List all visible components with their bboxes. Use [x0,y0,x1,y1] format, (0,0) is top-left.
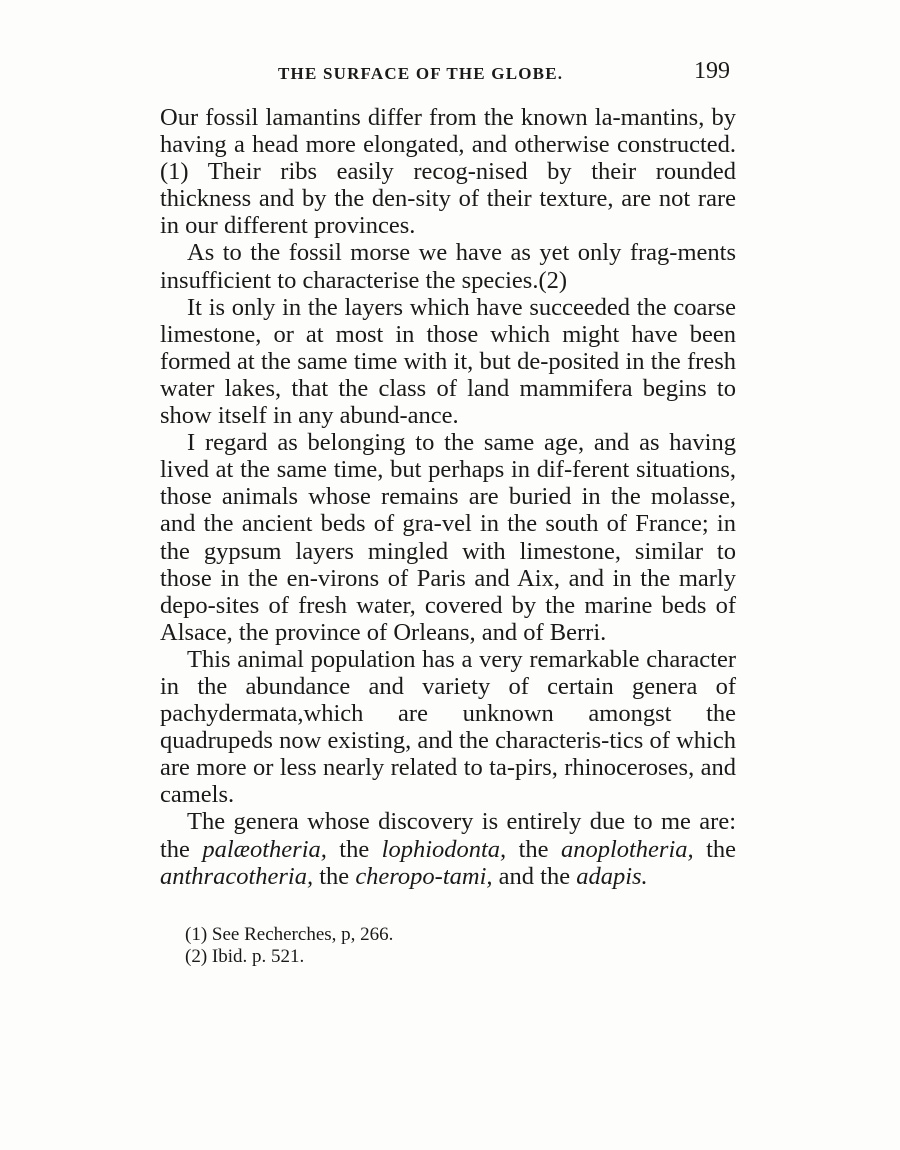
paragraph [160,294,736,429]
text-run: I regard as belonging to the same age, and as having lived at the same time, but perhaps in dif-ferent situations, those animals whose remains are buried in the molasse, and the ancient beds of gra-vel in the south of France; in the gypsum layers mingled with limestone, similar to those in the en-virons of Paris and Aix, and in the marly depo-sites of fresh water, covered by the marine beds of Alsace, the province of Orleans, and of Berri. [160,429,736,646]
text-run: the [506,835,561,863]
text-run: the [693,835,736,863]
italic-term: cheropo-tami, [355,862,493,890]
page-number: 199 [694,58,730,84]
footnote: (2) Ibid. p. 521. [185,945,305,967]
italic-term: adapis. [576,862,648,890]
text-run: The genera whose discovery is entirely due to me are: the [160,808,736,863]
italic-term: anthracotheria, [160,862,314,890]
text-run: This animal population has a very remarkable character in the abundance and variety of certain genera of pachydermata,which are unknown amongst the quadrupeds now existing, and the characteris-tics of which are more or less nearly related to ta-pirs, rhinoceroses, and camels. [160,645,736,809]
paragraph [160,239,736,293]
running-title: THE SURFACE OF THE GLOBE. [278,64,564,83]
italic-term: palæotheria, [202,835,327,863]
footnote: (1) See Recherches, p, 266. [185,923,394,945]
text-run: Our fossil lamantins differ from the known la-mantins, by having a head more elongated, and otherwise constructed.(1) Their ribs easily recog-nised by their rounded thickness and by the den-sity of their texture, are not rare in our different provinces. [160,104,736,240]
paragraph [160,646,736,809]
body-text [160,104,736,890]
paragraph [160,429,736,646]
paragraph [160,808,736,889]
text-run: As to the fossil morse we have as yet only frag-ments insufficient to characterise the species.(2) [160,239,736,294]
paragraph [160,104,736,239]
text-run: It is only in the layers which have succeeded the coarse limestone, or at most in those which might have been formed at the same time with it, but de-posited in the fresh water lakes, that the class of land mammifera begins to show itself in any abund-ance. [160,293,736,430]
book-page [160,58,736,968]
italic-term: lophiodonta, [381,835,507,863]
text-run: the [326,835,382,863]
running-head [160,58,736,92]
italic-term: anoplotheria, [560,835,694,863]
footnotes [185,924,736,968]
text-run: the [313,862,356,890]
text-run: and the [492,862,577,890]
